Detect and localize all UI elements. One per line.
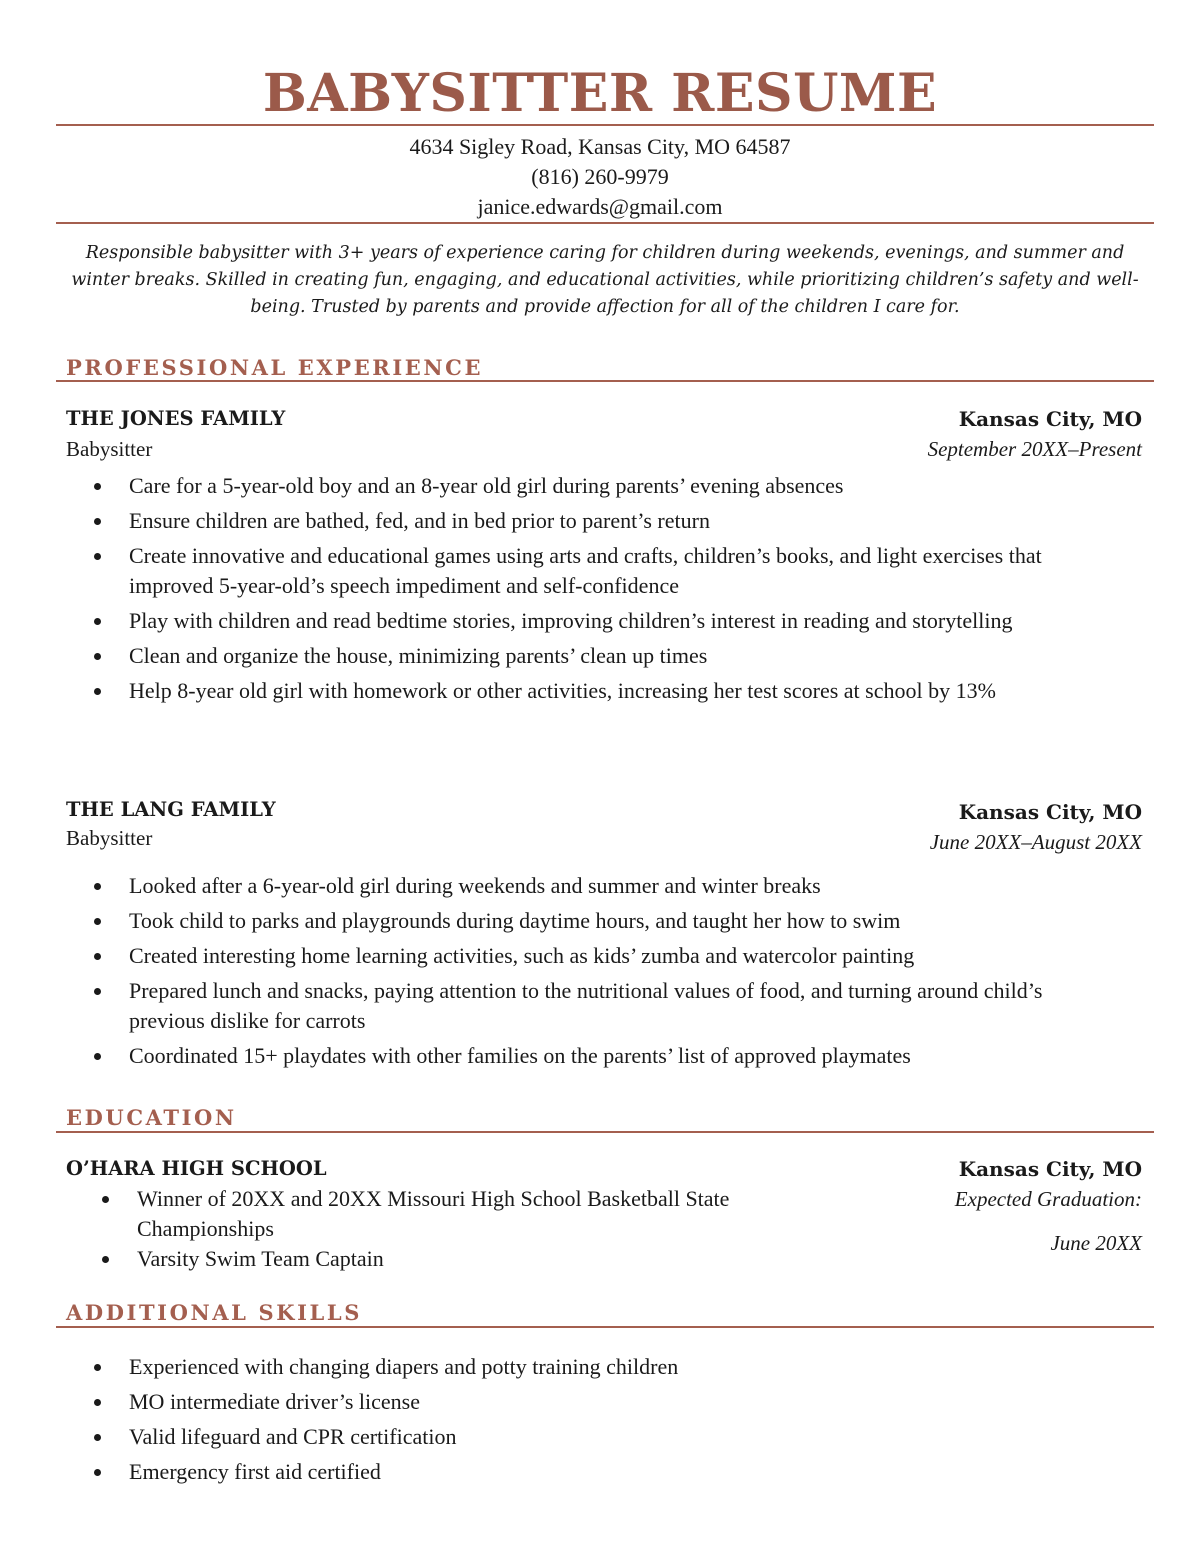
- list-item: Help 8-year old girl with homework or other activities, increasing her test scores at school by 13%: [0, 676, 1069, 706]
- education-heading: EDUCATION: [66, 1105, 237, 1130]
- list-item: Looked after a 6-year-old girl during weekends and summer and winter breaks: [0, 871, 1069, 901]
- list-item: Coordinated 15+ playdates with other families on the parents’ list of approved playmates: [0, 1041, 1069, 1071]
- list-item: Prepared lunch and snacks, paying attention to the nutritional values of food, and turning around child’s previous dislike for carrots: [0, 976, 1069, 1036]
- experience-divider: [56, 380, 1154, 382]
- school-name: O’HARA HIGH SCHOOL: [66, 1157, 327, 1180]
- title-divider: [56, 124, 1154, 126]
- school-location: Kansas City, MO: [958, 1157, 1142, 1181]
- list-item: Ensure children are bathed, fed, and in bed prior to parent’s return: [0, 506, 1069, 536]
- professional-summary: Responsible babysitter with 3+ years of experience caring for children during weekends, evenings, and summer and winter breaks. Skilled in creating fun, engaging, and educational activities, while prioritizing children’s safety and well-being. Trusted by parents and provide affection for all of the children I care for.: [71, 243, 1139, 317]
- job-role: Babysitter: [66, 826, 153, 850]
- skills-divider: [56, 1326, 1154, 1328]
- job-bullets: [0, 871, 1069, 1076]
- contact-phone: (816) 260-9979: [531, 164, 669, 189]
- job-role: Babysitter: [66, 437, 153, 461]
- employer-name: THE JONES FAMILY: [66, 407, 286, 430]
- list-item: Winner of 20XX and 20XX Missouri High School Basketball State Championships: [0, 1184, 797, 1244]
- job-bullets: [0, 471, 1069, 711]
- education-divider: [56, 1131, 1154, 1133]
- list-item: Valid lifeguard and CPR certification: [0, 1422, 1069, 1452]
- list-item: Play with children and read bedtime stories, improving children’s interest in reading and storytelling: [0, 606, 1069, 636]
- list-item: Experienced with changing diapers and potty training children: [0, 1352, 1069, 1382]
- experience-heading: PROFESSIONAL EXPERIENCE: [66, 355, 484, 380]
- list-item: MO intermediate driver’s license: [0, 1387, 1069, 1417]
- list-item: Created interesting home learning activities, such as kids’ zumba and watercolor painting: [0, 941, 1069, 971]
- list-item: Clean and organize the house, minimizing parents’ clean up times: [0, 641, 1069, 671]
- list-item: Took child to parks and playgrounds during daytime hours, and taught her how to swim: [0, 906, 1069, 936]
- contact-address: 4634 Sigley Road, Kansas City, MO 64587: [409, 134, 791, 159]
- list-item: Varsity Swim Team Captain: [0, 1244, 797, 1274]
- job-location: Kansas City, MO: [958, 800, 1142, 824]
- graduation-date: June 20XX: [1050, 1231, 1142, 1255]
- list-item: Emergency first aid certified: [0, 1457, 1069, 1487]
- graduation-label: Expected Graduation:: [954, 1187, 1142, 1211]
- contact-divider: [56, 222, 1154, 224]
- employer-name: THE LANG FAMILY: [66, 798, 276, 821]
- job-dates: June 20XX–August 20XX: [929, 830, 1142, 854]
- job-dates: September 20XX–Present: [927, 437, 1142, 461]
- resume-title: BABYSITTER RESUME: [262, 63, 938, 124]
- contact-email[interactable]: janice.edwards@gmail.com: [477, 194, 723, 219]
- job-location: Kansas City, MO: [958, 407, 1142, 431]
- list-item: Care for a 5-year-old boy and an 8-year old girl during parents’ evening absences: [0, 471, 1069, 501]
- skills-bullets: [0, 1352, 1069, 1492]
- skills-heading: ADDITIONAL SKILLS: [66, 1300, 362, 1325]
- education-bullets: [0, 1184, 797, 1274]
- list-item: Create innovative and educational games using arts and crafts, children’s books, and light exercises that improved 5-year-old’s speech impediment and self-confidence: [0, 541, 1069, 601]
